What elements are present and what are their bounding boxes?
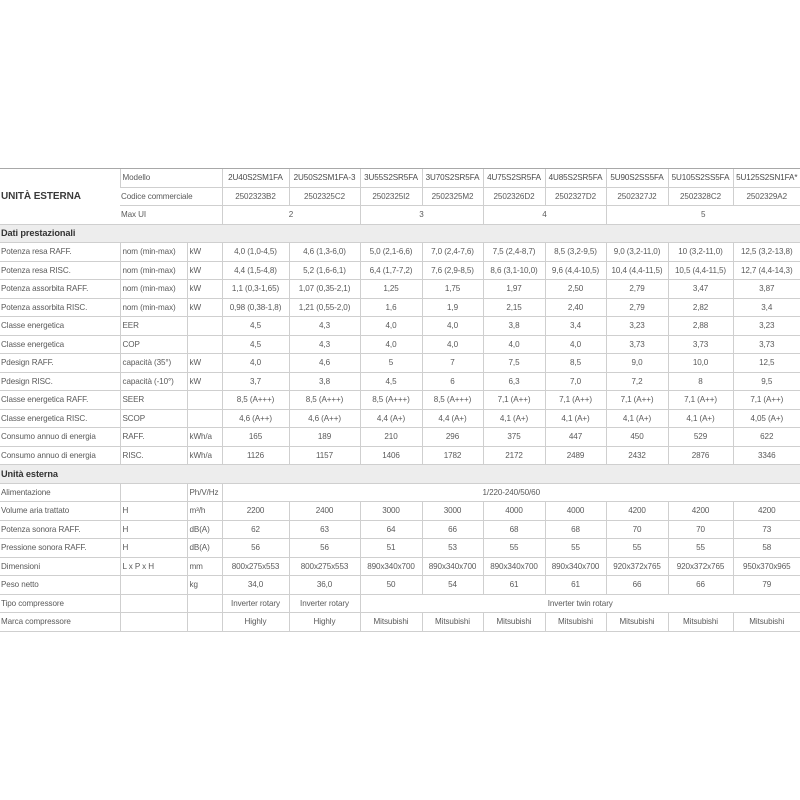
row-label: Alimentazione xyxy=(0,483,120,502)
row-label: Classe energetica xyxy=(0,335,120,354)
row-value: 61 xyxy=(545,576,606,595)
row-value: 450 xyxy=(606,428,668,447)
row-condition: EER xyxy=(120,317,187,336)
row-value: 8,6 (3,1-10,0) xyxy=(483,261,545,280)
table-row xyxy=(0,354,800,373)
table-row xyxy=(0,483,800,502)
row-value: 7,1 (A++) xyxy=(483,391,545,410)
table-row xyxy=(0,391,800,410)
row-unit xyxy=(187,335,222,354)
max-ui-value: 2 xyxy=(222,206,360,225)
row-value: 4000 xyxy=(545,502,606,521)
row-value: 4,6 (A++) xyxy=(222,409,289,428)
row-value: 4,0 xyxy=(360,335,422,354)
row-value: 2172 xyxy=(483,446,545,465)
row-value: 4,1 (A+) xyxy=(483,409,545,428)
row-value: 4200 xyxy=(668,502,733,521)
row-value: 1,1 (0,3-1,65) xyxy=(222,280,289,299)
row-value: 890x340x700 xyxy=(360,557,422,576)
row-condition: capacità (-10°) xyxy=(120,372,187,391)
row-value: 53 xyxy=(422,539,483,558)
row-value: 9,0 (3,2-11,0) xyxy=(606,243,668,262)
section-header xyxy=(0,224,800,243)
row-condition: L x P x H xyxy=(120,557,187,576)
row-condition xyxy=(120,613,187,632)
table-row xyxy=(0,243,800,262)
row-value: 3,4 xyxy=(733,298,800,317)
row-value: 3,4 xyxy=(545,317,606,336)
row-value: 800x275x553 xyxy=(289,557,360,576)
table-row xyxy=(0,576,800,595)
header-maxui-row xyxy=(0,206,800,225)
row-value: 4,4 (A+) xyxy=(360,409,422,428)
table-row xyxy=(0,409,800,428)
row-value-merged: Inverter rotary xyxy=(222,594,289,613)
row-label: Classe energetica RISC. xyxy=(0,409,120,428)
row-condition: H xyxy=(120,502,187,521)
row-value: 9,0 xyxy=(606,354,668,373)
row-condition: SEER xyxy=(120,391,187,410)
row-value: 7 xyxy=(422,354,483,373)
row-label: Volume aria trattato xyxy=(0,502,120,521)
row-value: 296 xyxy=(422,428,483,447)
row-value: 4,0 xyxy=(360,317,422,336)
table-row xyxy=(0,613,800,632)
row-value: 4,4 (A+) xyxy=(422,409,483,428)
row-unit: dB(A) xyxy=(187,539,222,558)
row-value: 3,23 xyxy=(606,317,668,336)
row-label: Marca compressore xyxy=(0,613,120,632)
table-row xyxy=(0,298,800,317)
row-value: 4200 xyxy=(733,502,800,521)
row-condition: nom (min-max) xyxy=(120,298,187,317)
row-value: 3346 xyxy=(733,446,800,465)
row-unit: kW xyxy=(187,261,222,280)
row-value: 7,1 (A++) xyxy=(606,391,668,410)
row-unit: kW xyxy=(187,298,222,317)
row-value: 4,3 xyxy=(289,317,360,336)
max-ui-value: 3 xyxy=(360,206,483,225)
row-value: 6 xyxy=(422,372,483,391)
table-row xyxy=(0,261,800,280)
table-title: UNITÀ ESTERNA xyxy=(0,169,120,225)
row-value: 54 xyxy=(422,576,483,595)
row-value: 55 xyxy=(668,539,733,558)
row-value: 12,7 (4,4-14,3) xyxy=(733,261,800,280)
row-unit: m³/h xyxy=(187,502,222,521)
table-row xyxy=(0,502,800,521)
row-condition: H xyxy=(120,539,187,558)
row-value: 3,73 xyxy=(733,335,800,354)
row-unit xyxy=(187,409,222,428)
row-value: Mitsubishi xyxy=(733,613,800,632)
row-unit xyxy=(187,613,222,632)
row-value: 4000 xyxy=(483,502,545,521)
row-unit: mm xyxy=(187,557,222,576)
row-value: Highly xyxy=(289,613,360,632)
row-value: 79 xyxy=(733,576,800,595)
row-value: 375 xyxy=(483,428,545,447)
row-value: 2400 xyxy=(289,502,360,521)
row-value: 7,1 (A++) xyxy=(733,391,800,410)
row-value: 1,75 xyxy=(422,280,483,299)
row-label: Pressione sonora RAFF. xyxy=(0,539,120,558)
row-value: 1126 xyxy=(222,446,289,465)
row-label: Tipo compressore xyxy=(0,594,120,613)
row-value: 56 xyxy=(289,539,360,558)
row-unit: kW xyxy=(187,280,222,299)
row-value: 165 xyxy=(222,428,289,447)
row-value: 34,0 xyxy=(222,576,289,595)
row-label: Potenza assorbita RAFF. xyxy=(0,280,120,299)
row-value: 2876 xyxy=(668,446,733,465)
row-value: 3,47 xyxy=(668,280,733,299)
model-name: 3U55S2SR5FA xyxy=(360,169,422,188)
row-value: 2,40 xyxy=(545,298,606,317)
row-value: 950x370x965 xyxy=(733,557,800,576)
row-value: 10,4 (4,4-11,5) xyxy=(606,261,668,280)
row-value: 4200 xyxy=(606,502,668,521)
row-unit: Ph/V/Hz xyxy=(187,483,222,502)
row-value: 8 xyxy=(668,372,733,391)
row-label: Potenza assorbita RISC. xyxy=(0,298,120,317)
row-condition xyxy=(120,594,187,613)
row-label: Peso netto xyxy=(0,576,120,595)
row-value: 4,0 (1,0-4,5) xyxy=(222,243,289,262)
section-title: Unità esterna xyxy=(0,465,800,484)
row-unit xyxy=(187,391,222,410)
row-value: 51 xyxy=(360,539,422,558)
row-unit: dB(A) xyxy=(187,520,222,539)
row-value: 4,6 (A++) xyxy=(289,409,360,428)
row-value: 4,0 xyxy=(545,335,606,354)
row-value: 890x340x700 xyxy=(545,557,606,576)
row-unit: kWh/a xyxy=(187,446,222,465)
row-value: 3,8 xyxy=(483,317,545,336)
row-value: 4,5 xyxy=(222,335,289,354)
row-value: 10,0 xyxy=(668,354,733,373)
row-value: 8,5 (A+++) xyxy=(289,391,360,410)
section-header xyxy=(0,465,800,484)
row-value: 62 xyxy=(222,520,289,539)
commercial-code: 2502329A2 xyxy=(733,187,800,206)
row-value: 63 xyxy=(289,520,360,539)
row-unit: kW xyxy=(187,354,222,373)
commercial-code: 2502325C2 xyxy=(289,187,360,206)
table-row xyxy=(0,280,800,299)
row-value: 9,6 (4,4-10,5) xyxy=(545,261,606,280)
commercial-code: 2502327D2 xyxy=(545,187,606,206)
row-value: 3000 xyxy=(422,502,483,521)
row-value: 66 xyxy=(422,520,483,539)
row-value: 1,9 xyxy=(422,298,483,317)
row-value: 8,5 (3,2-9,5) xyxy=(545,243,606,262)
row-value: 0,98 (0,38-1,8) xyxy=(222,298,289,317)
row-condition: capacità (35°) xyxy=(120,354,187,373)
header-code-row xyxy=(0,187,800,206)
row-value: 66 xyxy=(606,576,668,595)
row-value: 2,82 xyxy=(668,298,733,317)
row-value: 7,5 (2,4-8,7) xyxy=(483,243,545,262)
row-value: 5 xyxy=(360,354,422,373)
row-value: 50 xyxy=(360,576,422,595)
row-value: 64 xyxy=(360,520,422,539)
row-condition: RAFF. xyxy=(120,428,187,447)
row-value: 2,79 xyxy=(606,298,668,317)
row-value: 3,8 xyxy=(289,372,360,391)
header-label-maxui: Max UI xyxy=(120,206,222,225)
row-value: 800x275x553 xyxy=(222,557,289,576)
table-row xyxy=(0,520,800,539)
row-value: 1157 xyxy=(289,446,360,465)
model-name: 4U85S2SR5FA xyxy=(545,169,606,188)
table-row xyxy=(0,372,800,391)
row-value: 3,73 xyxy=(606,335,668,354)
commercial-code: 2502327J2 xyxy=(606,187,668,206)
row-value: 4,1 (A+) xyxy=(668,409,733,428)
row-value: 920x372x765 xyxy=(668,557,733,576)
row-value: 4,6 (1,3-6,0) xyxy=(289,243,360,262)
row-value: 890x340x700 xyxy=(483,557,545,576)
row-value: 3,7 xyxy=(222,372,289,391)
row-condition: RISC. xyxy=(120,446,187,465)
row-value: 5,2 (1,6-6,1) xyxy=(289,261,360,280)
row-label: Potenza resa RISC. xyxy=(0,261,120,280)
row-value: 3000 xyxy=(360,502,422,521)
row-label: Classe energetica RAFF. xyxy=(0,391,120,410)
max-ui-value: 4 xyxy=(483,206,606,225)
row-value-merged: 1/220-240/50/60 xyxy=(222,483,800,502)
row-value: 4,1 (A+) xyxy=(545,409,606,428)
commercial-code: 2502323B2 xyxy=(222,187,289,206)
row-value: 7,2 xyxy=(606,372,668,391)
row-value: 4,0 xyxy=(422,335,483,354)
model-name: 2U40S2SM1FA xyxy=(222,169,289,188)
row-value: 1,6 xyxy=(360,298,422,317)
row-value: 7,1 (A++) xyxy=(545,391,606,410)
row-value: Mitsubishi xyxy=(422,613,483,632)
row-value: 7,5 xyxy=(483,354,545,373)
row-value: 1,97 xyxy=(483,280,545,299)
row-value: Mitsubishi xyxy=(360,613,422,632)
table-row xyxy=(0,446,800,465)
row-label: Potenza resa RAFF. xyxy=(0,243,120,262)
row-value: 56 xyxy=(222,539,289,558)
row-label: Pdesign RAFF. xyxy=(0,354,120,373)
row-condition: H xyxy=(120,520,187,539)
row-value: 68 xyxy=(483,520,545,539)
row-value: 8,5 (A+++) xyxy=(222,391,289,410)
row-value: 4,0 xyxy=(422,317,483,336)
table-row xyxy=(0,557,800,576)
row-value: 1,21 (0,55-2,0) xyxy=(289,298,360,317)
row-value: 7,1 (A++) xyxy=(668,391,733,410)
row-value: 1,25 xyxy=(360,280,422,299)
row-value: Mitsubishi xyxy=(668,613,733,632)
row-value: 2,15 xyxy=(483,298,545,317)
row-condition: nom (min-max) xyxy=(120,280,187,299)
row-value: 189 xyxy=(289,428,360,447)
row-value: 2489 xyxy=(545,446,606,465)
row-unit: kW xyxy=(187,243,222,262)
row-label: Potenza sonora RAFF. xyxy=(0,520,120,539)
table-row xyxy=(0,594,800,613)
row-label: Classe energetica xyxy=(0,317,120,336)
commercial-code: 2502326D2 xyxy=(483,187,545,206)
row-value: 4,0 xyxy=(483,335,545,354)
row-value: 4,5 xyxy=(222,317,289,336)
commercial-code: 2502328C2 xyxy=(668,187,733,206)
row-value: Mitsubishi xyxy=(483,613,545,632)
row-value: 7,0 (2,4-7,6) xyxy=(422,243,483,262)
model-name: 5U125S2SN1FA* xyxy=(733,169,800,188)
model-name: 4U75S2SR5FA xyxy=(483,169,545,188)
row-value: 55 xyxy=(606,539,668,558)
commercial-code: 2502325M2 xyxy=(422,187,483,206)
row-value: 36,0 xyxy=(289,576,360,595)
row-label: Pdesign RISC. xyxy=(0,372,120,391)
row-value: 529 xyxy=(668,428,733,447)
row-value: 447 xyxy=(545,428,606,447)
row-value: 2,88 xyxy=(668,317,733,336)
section-title: Dati prestazionali xyxy=(0,224,800,243)
row-label: Consumo annuo di energia xyxy=(0,428,120,447)
row-value: 58 xyxy=(733,539,800,558)
row-condition xyxy=(120,483,187,502)
row-value: 3,87 xyxy=(733,280,800,299)
row-condition xyxy=(120,576,187,595)
row-value: 1782 xyxy=(422,446,483,465)
row-value: 920x372x765 xyxy=(606,557,668,576)
row-value: 7,6 (2,9-8,5) xyxy=(422,261,483,280)
table-row xyxy=(0,428,800,447)
model-name: 5U90S2SS5FA xyxy=(606,169,668,188)
row-label: Consumo annuo di energia xyxy=(0,446,120,465)
row-condition: nom (min-max) xyxy=(120,261,187,280)
row-value: 66 xyxy=(668,576,733,595)
row-value: 10,5 (4,4-11,5) xyxy=(668,261,733,280)
table-row xyxy=(0,317,800,336)
row-unit xyxy=(187,317,222,336)
row-condition: nom (min-max) xyxy=(120,243,187,262)
row-value: 55 xyxy=(483,539,545,558)
commercial-code: 2502325I2 xyxy=(360,187,422,206)
row-unit: kg xyxy=(187,576,222,595)
row-value: 68 xyxy=(545,520,606,539)
row-value: 210 xyxy=(360,428,422,447)
row-value: 70 xyxy=(668,520,733,539)
row-value: 4,4 (1,5-4,8) xyxy=(222,261,289,280)
row-value: 4,3 xyxy=(289,335,360,354)
row-value: Mitsubishi xyxy=(545,613,606,632)
row-condition: COP xyxy=(120,335,187,354)
row-value: 2200 xyxy=(222,502,289,521)
spec-table xyxy=(0,168,800,632)
row-unit: kW xyxy=(187,372,222,391)
model-name: 3U70S2SR5FA xyxy=(422,169,483,188)
row-value: 70 xyxy=(606,520,668,539)
row-value: 8,5 xyxy=(545,354,606,373)
row-value: 8,5 (A+++) xyxy=(360,391,422,410)
row-value: 6,3 xyxy=(483,372,545,391)
row-value: 4,05 (A+) xyxy=(733,409,800,428)
row-value: 1,07 (0,35-2,1) xyxy=(289,280,360,299)
row-label: Dimensioni xyxy=(0,557,120,576)
row-value: 10 (3,2-11,0) xyxy=(668,243,733,262)
table-row xyxy=(0,539,800,558)
row-value: 1406 xyxy=(360,446,422,465)
row-value: 2,50 xyxy=(545,280,606,299)
row-value: 6,4 (1,7-7,2) xyxy=(360,261,422,280)
header-label-codice: Codice commerciale xyxy=(120,187,222,206)
row-value: 12,5 xyxy=(733,354,800,373)
row-value: 12,5 (3,2-13,8) xyxy=(733,243,800,262)
row-value: Highly xyxy=(222,613,289,632)
row-value: 890x340x700 xyxy=(422,557,483,576)
row-value-merged: Inverter rotary xyxy=(289,594,360,613)
row-value: 622 xyxy=(733,428,800,447)
row-value: 4,1 (A+) xyxy=(606,409,668,428)
row-value: 2432 xyxy=(606,446,668,465)
row-value: 55 xyxy=(545,539,606,558)
row-value: 9,5 xyxy=(733,372,800,391)
row-value: 4,5 xyxy=(360,372,422,391)
row-value: 73 xyxy=(733,520,800,539)
row-value: 7,0 xyxy=(545,372,606,391)
row-value: Mitsubishi xyxy=(606,613,668,632)
model-name: 2U50S2SM1FA-3 xyxy=(289,169,360,188)
row-value: 4,6 xyxy=(289,354,360,373)
row-unit xyxy=(187,594,222,613)
row-value: 3,73 xyxy=(668,335,733,354)
max-ui-value: 5 xyxy=(606,206,800,225)
model-name: 5U105S2SS5FA xyxy=(668,169,733,188)
row-value: 2,79 xyxy=(606,280,668,299)
row-value: 3,23 xyxy=(733,317,800,336)
row-value: 5,0 (2,1-6,6) xyxy=(360,243,422,262)
row-value: 8,5 (A+++) xyxy=(422,391,483,410)
row-condition: SCOP xyxy=(120,409,187,428)
table-row xyxy=(0,335,800,354)
row-value-merged: Inverter twin rotary xyxy=(360,594,800,613)
row-unit: kWh/a xyxy=(187,428,222,447)
header-model-row xyxy=(0,169,800,188)
header-label-modello: Modello xyxy=(120,169,222,188)
row-value: 4,0 xyxy=(222,354,289,373)
row-value: 61 xyxy=(483,576,545,595)
